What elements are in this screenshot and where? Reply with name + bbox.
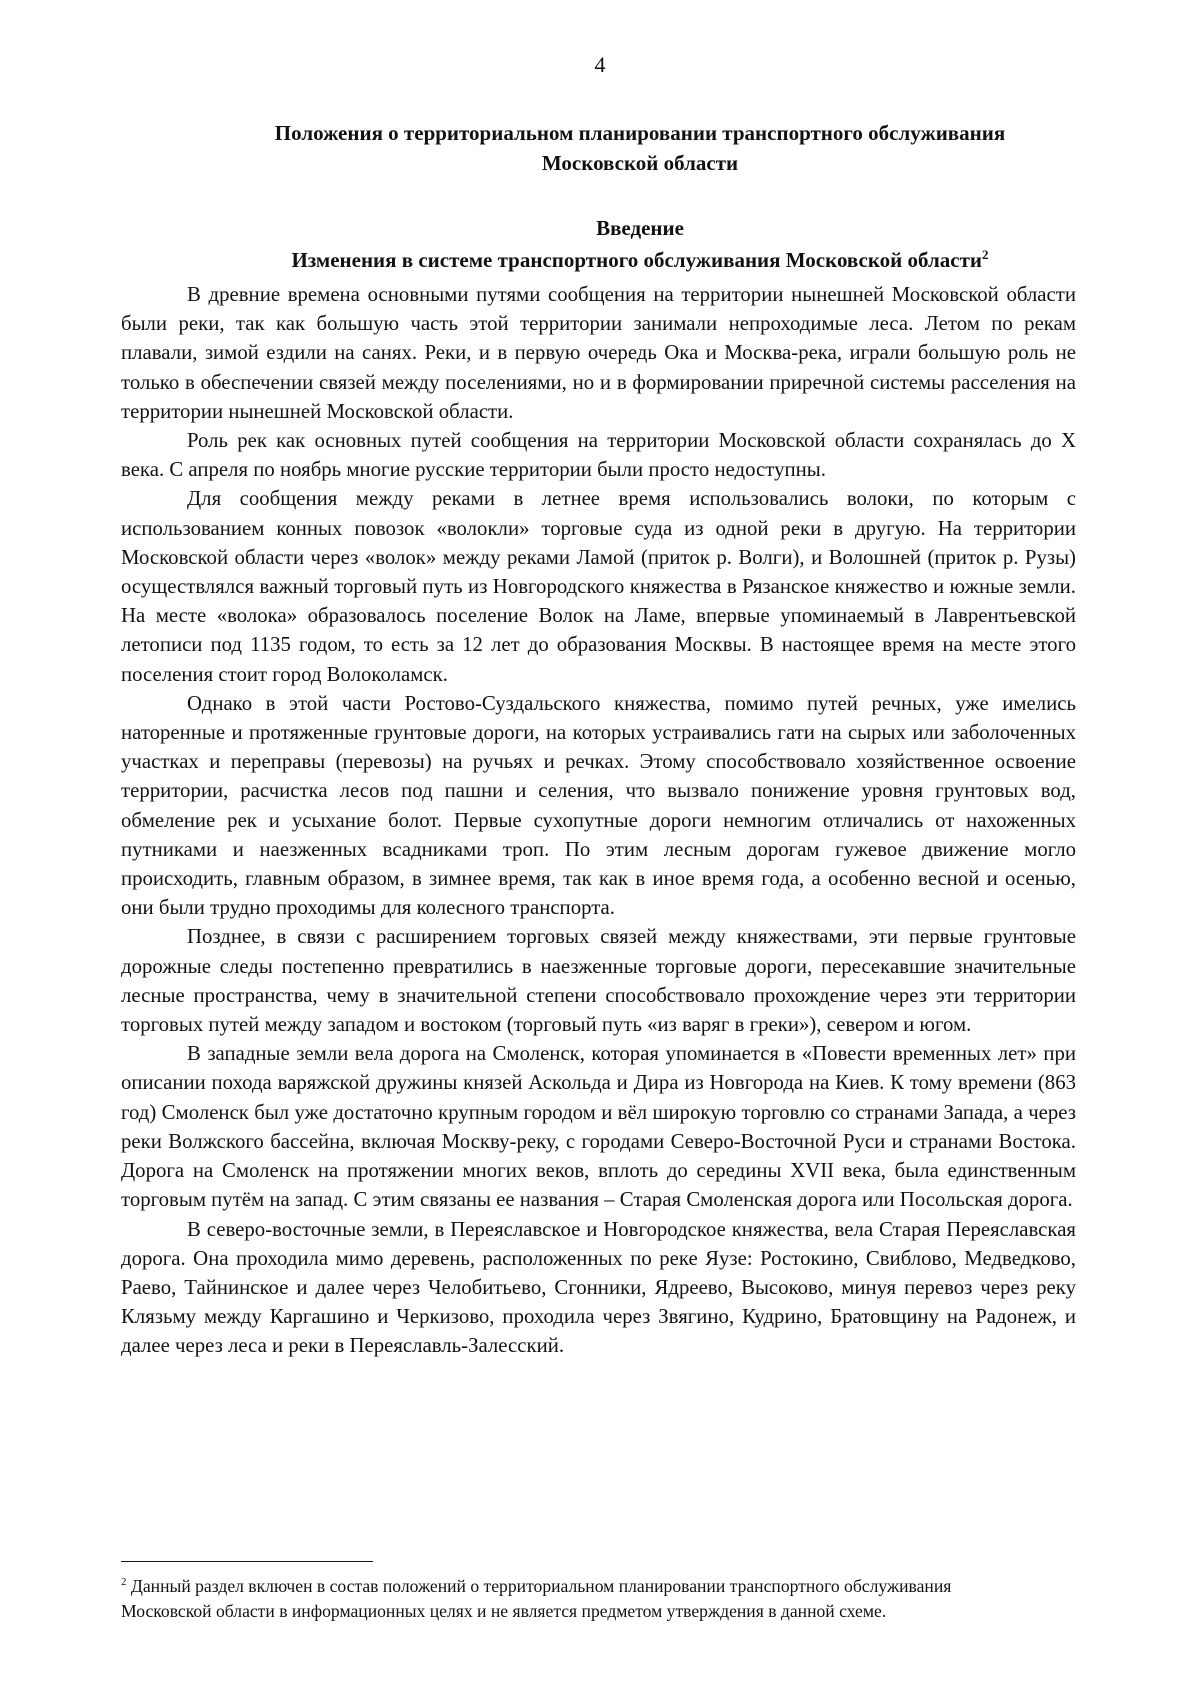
document-title-line-1: Положения о территориальном планировании транспортного обслуживания bbox=[274, 121, 1006, 145]
paragraph: Для сообщения между реками в летнее время использовались волоки, по которым с использованием конных повозок «волокли» торговые суда из одной реки в другую. На территории Московской области через «волок» между реками Ламой (приток р. Волги), и Волошней (приток р. Рузы) осуществлялся важный торговый путь из Новгородского княжества в Рязанское княжество и южные земли. На месте «волока» образовалось поселение Волок на Ламе, впервые упоминаемый в Лаврентьевской летописи под 1135 годом, то есть за 12 лет до образования Москвы. В настоящее время на месте этого поселения стоит город Волоколамск. bbox=[121, 487, 1076, 686]
paragraph: В северо-восточные земли, в Переяславское и Новгородское княжества, вела Старая Переяславская дорога. Она проходила мимо деревень, расположенных по реке Яузе: Ростокино, Свиблово, Медведково, Раево, Тайнинское и далее через Челобитьево, Сгонники, Ядреево, Высоково, минуя перевоз через реку Клязьму между Каргашино и Черкизово, проходила через Звягино, Кудрино, Братовщину на Радонеж, и далее через леса и реки в Переяславль-Залесский. bbox=[121, 1217, 1076, 1358]
page-number: 4 bbox=[594, 52, 606, 77]
footnote-reference: 2 bbox=[982, 247, 989, 262]
footnote-text-2: Московской области в информационных целях и не является предметом утверждения в данной схеме. bbox=[121, 1601, 887, 1621]
paragraph: В древние времена основными путями сообщения на территории нынешней Московской области были реки, так как большую часть этой территории занимали непроходимые леса. Летом по рекам плавали, зимой ездили на санях. Реки, и в первую очередь Ока и Москва-река, играли большую роль не только в обеспечении связей между поселениями, но и в формировании приречной системы расселения на территории нынешней Московской области. bbox=[121, 283, 1076, 423]
paragraph: Роль рек как основных путей сообщения на территории Московской области сохранялась до X века. С апреля по ноябрь многие русские территории были просто недоступны. bbox=[121, 429, 1076, 482]
document-title-line-2: Московской области bbox=[541, 151, 739, 175]
section-subheading-text: Изменения в системе транспортного обслуживания Московской области bbox=[291, 248, 983, 272]
document-title bbox=[170, 118, 1110, 178]
body-text bbox=[121, 280, 1076, 1361]
paragraph: Однако в этой части Ростово-Суздальского княжества, помимо путей речных, уже имелись наторенные и протяженные грунтовые дороги, на которых устраивались гати на сырых или заболоченных участках и переправы (перевозы) на ручьях и речках. Этому способствовало хозяйственное освоение территории, расчистка лесов под пашни и селения, что вызвало понижение уровня грунтовых вод, обмеление рек и усыхание болот. Первые сухопутные дороги немногим отличались от нахоженных путниками и наезженных всадниками троп. По этим лесным дорогам гужевое движение могло происходить, главным образом, в зимнее время, так как в иное время года, а особенно весной и осенью, они были трудно проходимы для колесного транспорта. bbox=[121, 691, 1076, 920]
section-heading: Введение bbox=[596, 216, 684, 240]
footnote-text-1: Данный раздел включен в состав положений о территориальном планировании транспортного обслуживания bbox=[130, 1576, 952, 1596]
footnote-marker: 2 bbox=[121, 1576, 127, 1589]
section-subheading bbox=[170, 245, 1110, 275]
footnote-line-1 bbox=[121, 1574, 1076, 1599]
paragraph: В западные земли вела дорога на Смоленск, которая упоминается в «Повести временных лет» при описании похода варяжской дружины князей Аскольда и Дира из Новгорода на Киев. К тому времени (863 год) Смоленск был уже достаточно крупным городом и вёл широкую торговлю со странами Запада, а через реки Волжского бассейна, включая Москву-реку, с городами Северо-Восточной Руси и странами Востока. Дорога на Смоленск на протяжении многих веков, вплоть до середины XVII века, была единственным торговым путём на запад. С этим связаны ее названия – Старая Смоленская дорога или Посольская дорога. bbox=[121, 1042, 1076, 1212]
paragraph: Позднее, в связи с расширением торговых связей между княжествами, эти первые грунтовые дорожные следы постепенно превратились в наезженные торговые дороги, пересекавшие значительные лесные пространства, чему в значительной степени способствовало прохождение через эти территории торговых путей между западом и востоком (торговый путь «из варяг в греки»), севером и югом. bbox=[121, 925, 1076, 1037]
footnote bbox=[121, 1574, 1076, 1624]
footnote-separator bbox=[121, 1561, 373, 1562]
